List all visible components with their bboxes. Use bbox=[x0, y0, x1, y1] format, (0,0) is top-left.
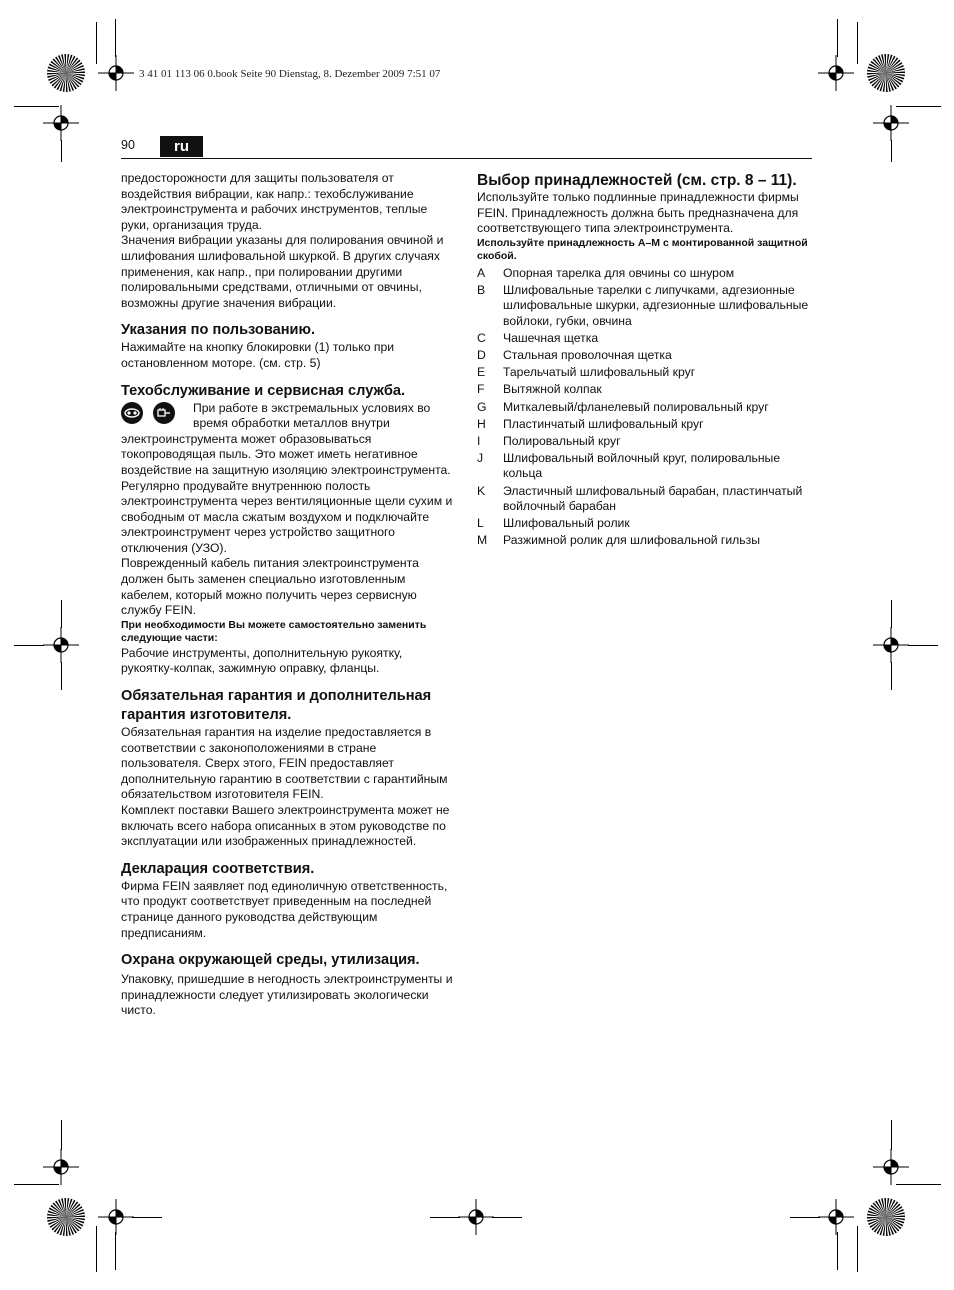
book-info-line: 3 41 01 113 06 0.book Seite 90 Dienstag, 8. Dezember 2009 7:51 07 bbox=[139, 68, 441, 80]
list-item-key: A bbox=[477, 265, 486, 280]
crop-line bbox=[891, 140, 892, 162]
list-item-key: H bbox=[477, 416, 486, 431]
starburst-mark-icon bbox=[46, 1197, 86, 1237]
list-item-key: J bbox=[477, 450, 484, 465]
list-item bbox=[477, 434, 815, 450]
list-item-text: Вытяжной колпак bbox=[503, 382, 602, 397]
crosshair-mark-icon bbox=[816, 1197, 856, 1237]
unplug-power-icon bbox=[153, 402, 175, 424]
paragraph: Рабочие инструменты, дополнительную рукоятку, рукоятку-колпак, зажимную оправку, фланцы. bbox=[121, 645, 403, 676]
crop-line bbox=[896, 106, 941, 107]
bold-note: При необходимости Вы можете самостоятельно заменить следующие части: bbox=[121, 618, 427, 645]
list-item-key: L bbox=[477, 516, 484, 531]
crop-line bbox=[61, 1120, 62, 1150]
list-item bbox=[477, 331, 815, 347]
section-heading-warranty: Обязательная гарантия и дополнительная гарантия изготовителя. bbox=[121, 688, 432, 724]
paragraph: Используйте только подлинные принадлежности фирмы FEIN. Принадлежность должна быть предназначена для соответствующего типа электроинструмента. bbox=[477, 190, 799, 236]
crop-line bbox=[492, 1217, 522, 1218]
crop-line bbox=[857, 22, 858, 64]
crop-line bbox=[891, 1120, 892, 1150]
crop-line bbox=[14, 645, 44, 646]
paragraph: Фирма FEIN заявляет под единоличную ответственность, что продукт соответствует приведенным на последней странице данного руководства действующим предписаниям. bbox=[121, 878, 448, 940]
list-item-text: Эластичный шлифовальный барабан, пластинчатый войлочный барабан bbox=[503, 483, 803, 514]
section-heading-environment: Охрана окружающей среды, утилизация. bbox=[121, 952, 420, 969]
paragraph: Упаковку, пришедшие в негодность электроинструменты и принадлежности следует утилизировать экологически чисто. bbox=[121, 972, 453, 1018]
list-item-text: Разжимной ролик для шлифовальной гильзы bbox=[503, 533, 760, 548]
bold-note: Используйте принадлежность A–M с монтированной защитной скобой. bbox=[477, 236, 808, 263]
paragraph: предосторожности для защиты пользователя от воздействия вибрации, как напр.: техобслуживание электроинструмента и рабочих инструментов, теплые руки, организация труда. bbox=[121, 171, 428, 232]
crop-line bbox=[96, 22, 97, 64]
crop-line bbox=[891, 600, 892, 628]
crosshair-mark-icon bbox=[871, 1147, 911, 1187]
paragraph: Поврежденный кабель питания электроинструмента должен быть заменен специально изготовленным кабелем, который можно получить через сервисную службу FEIN. bbox=[121, 556, 419, 618]
crop-line bbox=[430, 1217, 460, 1218]
right-column bbox=[477, 171, 815, 550]
safety-icons bbox=[121, 401, 183, 431]
left-column bbox=[121, 171, 456, 1019]
list-item bbox=[477, 417, 815, 433]
list-item-key: G bbox=[477, 399, 487, 414]
list-item-key: B bbox=[477, 282, 486, 297]
crosshair-mark-icon bbox=[456, 1197, 496, 1237]
crop-line bbox=[896, 1184, 941, 1185]
list-item bbox=[477, 484, 815, 515]
crop-line bbox=[837, 19, 838, 57]
crosshair-mark-icon bbox=[871, 625, 911, 665]
page-number: 90 bbox=[121, 138, 135, 152]
list-item bbox=[477, 365, 815, 381]
starburst-mark-icon bbox=[866, 1197, 906, 1237]
crosshair-mark-icon bbox=[41, 103, 81, 143]
list-item bbox=[477, 283, 815, 330]
language-badge: ru bbox=[160, 136, 203, 157]
crop-line bbox=[96, 1226, 97, 1272]
list-item bbox=[477, 516, 815, 532]
starburst-mark-icon bbox=[866, 53, 906, 93]
list-item-text: Пластинчатый шлифовальный круг bbox=[503, 416, 704, 431]
list-item-text: Опорная тарелка для овчины со шнуром bbox=[503, 265, 735, 280]
list-item bbox=[477, 266, 815, 282]
list-item-key: F bbox=[477, 382, 485, 397]
list-item-text: Миткалевый/фланелевый полировальный круг bbox=[503, 399, 769, 414]
list-item bbox=[477, 451, 815, 482]
crop-line bbox=[132, 1217, 162, 1218]
paragraph: Обязательная гарантия на изделие предоставляется в соответствии с законоположениями в стране пользователя. Сверх этого, FEIN предоставляет дополнительную гарантию в соответствии с гарантийным обязательством изготовителя FEIN. bbox=[121, 725, 448, 802]
crop-line bbox=[61, 140, 62, 162]
section-heading-usage: Указания по пользованию. bbox=[121, 322, 316, 339]
header-rule bbox=[121, 158, 812, 159]
section-heading-service: Техобслуживание и сервисная служба. bbox=[121, 382, 406, 399]
crop-line bbox=[61, 600, 62, 628]
crosshair-mark-icon bbox=[96, 1197, 136, 1237]
crop-line bbox=[837, 1232, 838, 1270]
list-item-key: M bbox=[477, 533, 488, 548]
crop-line bbox=[14, 106, 59, 107]
list-item-key: D bbox=[477, 348, 486, 363]
crop-line bbox=[14, 1184, 59, 1185]
list-item bbox=[477, 533, 815, 549]
eye-protection-icon bbox=[121, 402, 143, 424]
list-item-text: Шлифовальный ролик bbox=[503, 516, 630, 531]
list-item-text: Чашечная щетка bbox=[503, 331, 599, 346]
list-item-text: Полировальный круг bbox=[503, 433, 621, 448]
paragraph: Значения вибрации указаны для полирования овчиной и шлифования шлифовальной шкуркой. В других случаях применения, как напр., при полировании другими полировальными средствами, отличными от овчины, возможны другие значения вибрации. bbox=[121, 233, 444, 310]
list-item-text: Шлифовальный войлочный круг, полировальные кольца bbox=[503, 450, 781, 481]
accessory-list bbox=[477, 266, 815, 549]
list-item bbox=[477, 382, 815, 398]
crosshair-mark-icon bbox=[871, 103, 911, 143]
crop-line bbox=[115, 19, 116, 57]
paragraph: Нажимайте на кнопку блокировки (1) только при остановленном моторе. (см. стр. 5) bbox=[121, 340, 395, 370]
crop-line bbox=[857, 1226, 858, 1272]
crop-line bbox=[115, 1232, 116, 1270]
list-item-key: E bbox=[477, 365, 486, 380]
list-item-text: Шлифовальные тарелки с липучками, адгезионные шлифовальные шкурки, адгезионные шлифовальные войлоки, губки, овчина bbox=[503, 282, 809, 329]
list-item-text: Тарельчатый шлифовальный круг bbox=[503, 365, 696, 380]
crop-line bbox=[790, 1217, 820, 1218]
list-item bbox=[477, 348, 815, 364]
list-item bbox=[477, 400, 815, 416]
paragraph: Комплект поставки Вашего электроинструмента может не включать всего набора описанных в этом руководстве по эксплуатации или изображенных принадлежностей. bbox=[121, 803, 450, 849]
paragraph: При работе в экстремальных условиях во время обработки металлов внутри электроинструмента может образовываться токопроводящая пыль. Это может иметь негативное воздействие на защитную изоляцию электроинструмента. Регулярно продувайте внутреннюю полость электроинструмента через вентиляционные щели сухим и свободным от масла сжатым воздухом и подключайте электроинструмент через устройство защитного отключения (УЗО). bbox=[121, 400, 453, 555]
section-heading-accessories: Выбор принадлежностей (см. стр. 8 – 11). bbox=[477, 172, 797, 189]
list-item-key: C bbox=[477, 331, 486, 346]
list-item-key: I bbox=[477, 433, 481, 448]
list-item-text: Стальная проволочная щетка bbox=[503, 348, 672, 363]
crop-line bbox=[61, 662, 62, 690]
crosshair-mark-icon bbox=[96, 53, 136, 93]
crosshair-mark-icon bbox=[816, 53, 856, 93]
crop-line bbox=[908, 645, 938, 646]
crosshair-mark-icon bbox=[41, 1147, 81, 1187]
list-item-key: K bbox=[477, 483, 486, 498]
crosshair-mark-icon bbox=[41, 625, 81, 665]
starburst-mark-icon bbox=[46, 53, 86, 93]
section-heading-declaration: Декларация соответствия. bbox=[121, 860, 315, 877]
crop-line bbox=[891, 662, 892, 690]
